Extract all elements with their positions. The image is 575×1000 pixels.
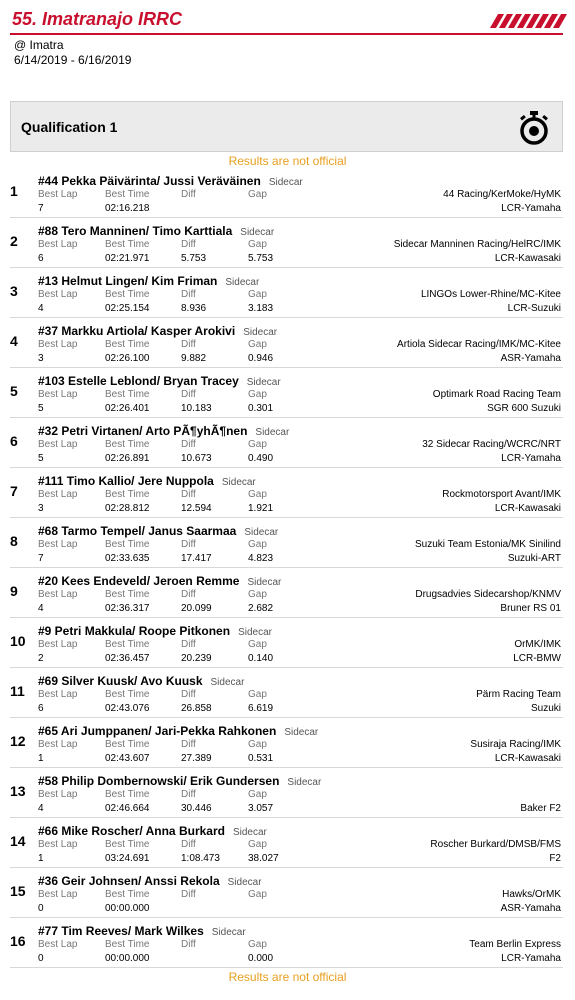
best-time-value: 02:21.971	[105, 253, 150, 264]
result-row	[10, 268, 563, 318]
diff-value: 9.882	[181, 353, 207, 364]
best-time-label: Best Time	[105, 839, 150, 850]
best-lap-value: 0	[38, 903, 44, 914]
best-time-label: Best Time	[105, 439, 150, 450]
diff-label: Diff	[181, 539, 196, 550]
best-lap-value: 4	[38, 803, 44, 814]
best-time-value: 02:16.218	[105, 203, 150, 214]
best-time-label: Best Time	[105, 939, 150, 950]
best-time-label: Best Time	[105, 289, 150, 300]
crew-line	[38, 322, 277, 340]
position: 5	[10, 383, 18, 399]
team-name: Sidecar Manninen Racing/HelRC/IMK	[393, 239, 561, 250]
best-time-label: Best Time	[105, 389, 150, 400]
bike-name: SGR 600 Suzuki	[487, 403, 561, 414]
bike-name: LCR-Yamaha	[501, 953, 561, 964]
gap-label: Gap	[248, 289, 267, 300]
crew-name: #13 Helmut Lingen/ Kim Friman	[38, 274, 218, 288]
diff-value: 5.753	[181, 253, 207, 264]
class-label: Sidecar	[246, 377, 281, 388]
bike-name: ASR-Yamaha	[500, 353, 561, 364]
team-name: LINGOs Lower-Rhine/MC-Kitee	[420, 289, 561, 300]
team-name: Susiraja Racing/IMK	[470, 739, 561, 750]
crew-line	[38, 472, 256, 490]
team-name: Team Berlin Express	[469, 939, 561, 950]
diff-label: Diff	[181, 739, 196, 750]
position: 9	[10, 583, 18, 599]
crew-name: #66 Mike Roscher/ Anna Burkard	[38, 824, 225, 838]
best-lap-label: Best Lap	[38, 539, 78, 550]
crew-name: #103 Estelle Leblond/ Bryan Tracey	[38, 374, 239, 388]
best-time-value: 00:00.000	[105, 953, 150, 964]
stopwatch-icon	[518, 111, 550, 145]
best-time-value: 02:28.812	[105, 503, 150, 514]
bike-name: LCR-Yamaha	[501, 203, 561, 214]
gap-value: 6.619	[248, 703, 274, 714]
crew-name: #77 Tim Reeves/ Mark Wilkes	[38, 924, 204, 938]
best-lap-label: Best Lap	[38, 789, 78, 800]
best-lap-label: Best Lap	[38, 489, 78, 500]
best-time-label: Best Time	[105, 789, 150, 800]
bike-name: ASR-Yamaha	[500, 903, 561, 914]
best-time-label: Best Time	[105, 339, 150, 350]
team-name: Pärm Racing Team	[476, 689, 561, 700]
bike-name: F2	[549, 853, 561, 864]
class-label: Sidecar	[238, 627, 272, 638]
crew-name: #32 Petri Virtanen/ Arto PÃ¶yhÃ¶nen	[38, 424, 248, 438]
team-name: 44 Racing/KerMoke/HyMK	[443, 189, 561, 200]
best-lap-value: 4	[38, 603, 44, 614]
crew-line	[38, 522, 278, 540]
gap-label: Gap	[248, 739, 267, 750]
position: 1	[10, 183, 18, 199]
gap-value: 0.531	[248, 753, 274, 764]
diff-value: 10.673	[181, 453, 212, 464]
class-label: Sidecar	[284, 727, 319, 738]
bike-name: LCR-Kawasaki	[494, 503, 561, 514]
crew-line	[38, 222, 274, 240]
event-dates: 6/14/2019 - 6/16/2019	[14, 53, 132, 67]
class-label: Sidecar	[227, 877, 262, 888]
results-list	[10, 168, 563, 968]
team-name: Drugsadvies Sidecarshop/KNMV	[415, 589, 561, 600]
team-name: Hawks/OrMK	[502, 889, 561, 900]
bike-name: LCR-Kawasaki	[494, 253, 561, 264]
best-time-label: Best Time	[105, 189, 150, 200]
position: 10	[10, 633, 26, 649]
diff-label: Diff	[181, 689, 196, 700]
diff-label: Diff	[181, 389, 196, 400]
page-header	[10, 8, 563, 35]
class-label: Sidecar	[268, 177, 303, 188]
crew-line	[38, 922, 246, 940]
position: 8	[10, 533, 18, 549]
crew-name: #65 Ari Jumppanen/ Jari-Pekka Rahkonen	[38, 724, 277, 738]
gap-label: Gap	[248, 689, 267, 700]
diff-label: Diff	[181, 839, 196, 850]
best-time-label: Best Time	[105, 239, 150, 250]
best-time-label: Best Time	[105, 689, 150, 700]
session-title: Qualification 1	[21, 119, 118, 135]
gap-label: Gap	[248, 839, 267, 850]
best-time-value: 02:26.891	[105, 453, 150, 464]
best-lap-label: Best Lap	[38, 239, 78, 250]
gap-label: Gap	[248, 639, 267, 650]
best-time-value: 02:43.607	[105, 753, 150, 764]
best-lap-label: Best Lap	[38, 689, 78, 700]
position: 2	[10, 233, 18, 249]
stripes-logo	[491, 14, 563, 28]
best-time-value: 02:43.076	[105, 703, 150, 714]
gap-value: 0.000	[248, 953, 274, 964]
team-name: Roscher Burkard/DMSB/FMS	[430, 839, 561, 850]
best-time-label: Best Time	[105, 739, 150, 750]
gap-label: Gap	[248, 489, 267, 500]
gap-value: 38.027	[248, 853, 279, 864]
gap-label: Gap	[248, 339, 267, 350]
best-lap-label: Best Lap	[38, 889, 78, 900]
gap-label: Gap	[248, 589, 267, 600]
best-lap-value: 6	[38, 253, 44, 264]
class-label: Sidecar	[211, 927, 246, 938]
position: 6	[10, 433, 18, 449]
best-time-value: 02:25.154	[105, 303, 150, 314]
team-name: Rockmotorsport Avant/IMK	[442, 489, 561, 500]
best-lap-label: Best Lap	[38, 289, 78, 300]
best-lap-label: Best Lap	[38, 939, 78, 950]
best-time-label: Best Time	[105, 539, 150, 550]
best-lap-label: Best Lap	[38, 639, 78, 650]
gap-label: Gap	[248, 939, 267, 950]
result-row	[10, 168, 563, 218]
best-lap-value: 1	[38, 753, 44, 764]
diff-label: Diff	[181, 339, 196, 350]
diff-value: 30.446	[181, 803, 212, 814]
gap-value: 2.682	[248, 603, 274, 614]
best-lap-value: 2	[38, 653, 44, 664]
diff-value: 26.858	[181, 703, 212, 714]
diff-label: Diff	[181, 639, 196, 650]
position: 11	[10, 683, 25, 699]
position: 7	[10, 483, 18, 499]
gap-value: 0.946	[248, 353, 274, 364]
result-row	[10, 668, 563, 718]
class-label: Sidecar	[255, 427, 290, 438]
result-row	[10, 918, 563, 968]
best-time-value: 02:36.457	[105, 653, 150, 664]
diff-value: 20.239	[181, 653, 212, 664]
result-row	[10, 868, 563, 918]
gap-label: Gap	[248, 789, 267, 800]
gap-label: Gap	[248, 539, 267, 550]
diff-value: 20.099	[181, 603, 212, 614]
class-label: Sidecar	[225, 277, 260, 288]
bike-name: Baker F2	[520, 803, 561, 814]
crew-line	[38, 722, 318, 740]
diff-label: Diff	[181, 889, 196, 900]
best-lap-value: 3	[38, 353, 44, 364]
crew-line	[38, 372, 281, 390]
gap-value: 0.301	[248, 403, 274, 414]
best-lap-label: Best Lap	[38, 339, 78, 350]
best-lap-value: 0	[38, 953, 44, 964]
diff-value: 10.183	[181, 403, 212, 414]
position: 3	[10, 283, 18, 299]
bike-name: LCR-Yamaha	[501, 453, 561, 464]
event-venue: @ Imatra	[14, 38, 64, 52]
diff-label: Diff	[181, 439, 196, 450]
gap-value: 0.140	[248, 653, 274, 664]
best-time-value: 02:26.100	[105, 353, 150, 364]
gap-label: Gap	[248, 389, 267, 400]
diff-value: 27.389	[181, 753, 212, 764]
crew-line	[38, 272, 259, 290]
result-row	[10, 568, 563, 618]
position: 14	[10, 833, 26, 849]
result-row	[10, 818, 563, 868]
diff-value: 17.417	[181, 553, 212, 564]
bike-name: Suzuki	[530, 703, 561, 714]
class-label: Sidecar	[221, 477, 256, 488]
crew-line	[38, 822, 267, 840]
bike-name: LCR-Suzuki	[507, 303, 561, 314]
best-time-value: 02:46.664	[105, 803, 150, 814]
class-label: Sidecar	[240, 227, 275, 238]
diff-value: 8.936	[181, 303, 207, 314]
gap-value: 5.753	[248, 253, 274, 264]
best-time-label: Best Time	[105, 589, 150, 600]
diff-label: Diff	[181, 239, 196, 250]
class-label: Sidecar	[247, 577, 282, 588]
crew-name: #68 Tarmo Tempel/ Janus Saarmaa	[38, 524, 237, 538]
best-lap-value: 6	[38, 703, 44, 714]
diff-value: 1:08.473	[181, 853, 220, 864]
team-name: 32 Sidecar Racing/WCRC/NRT	[422, 439, 561, 450]
diff-value: 12.594	[181, 503, 212, 514]
best-lap-value: 4	[38, 303, 44, 314]
best-lap-label: Best Lap	[38, 439, 78, 450]
class-label: Sidecar	[210, 677, 245, 688]
position: 16	[10, 933, 26, 949]
crew-line	[38, 572, 281, 590]
gap-value: 1.921	[248, 503, 274, 514]
result-row	[10, 518, 563, 568]
best-time-value: 03:24.691	[105, 853, 150, 864]
unofficial-notice-bottom: Results are not official	[228, 970, 347, 984]
diff-label: Diff	[181, 589, 196, 600]
gap-value: 4.823	[248, 553, 274, 564]
class-label: Sidecar	[244, 527, 279, 538]
crew-name: #9 Petri Makkula/ Roope Pitkonen	[38, 624, 231, 638]
position: 12	[10, 733, 26, 749]
gap-label: Gap	[248, 189, 267, 200]
gap-value: 3.183	[248, 303, 274, 314]
gap-label: Gap	[248, 439, 267, 450]
position: 13	[10, 783, 26, 799]
event-title: 55. Imatranajo IRRC	[12, 9, 183, 29]
diff-label: Diff	[181, 939, 196, 950]
crew-name: #44 Pekka Päivärinta/ Jussi Veräväinen	[38, 174, 261, 188]
result-row	[10, 318, 563, 368]
diff-label: Diff	[181, 189, 196, 200]
result-row	[10, 768, 563, 818]
crew-line	[38, 422, 289, 440]
bike-name: Suzuki-ART	[507, 553, 561, 564]
crew-name: #37 Markku Artiola/ Kasper Arokivi	[38, 324, 236, 338]
diff-label: Diff	[181, 789, 196, 800]
crew-line	[38, 672, 244, 690]
best-lap-label: Best Lap	[38, 389, 78, 400]
crew-name: #111 Timo Kallio/ Jere Nuppola	[38, 474, 214, 488]
result-row	[10, 368, 563, 418]
result-row	[10, 218, 563, 268]
best-time-label: Best Time	[105, 889, 150, 900]
diff-label: Diff	[181, 289, 196, 300]
best-lap-value: 5	[38, 403, 44, 414]
best-lap-label: Best Lap	[38, 739, 78, 750]
bike-name: LCR-BMW	[513, 653, 561, 664]
unofficial-notice-top: Results are not official	[228, 154, 347, 168]
best-lap-label: Best Lap	[38, 589, 78, 600]
crew-line	[38, 172, 303, 190]
crew-line	[38, 622, 272, 640]
crew-name: #88 Tero Manninen/ Timo Karttiala	[38, 224, 233, 238]
crew-line	[38, 772, 321, 790]
result-row	[10, 468, 563, 518]
session-panel	[10, 101, 563, 152]
best-lap-value: 5	[38, 453, 44, 464]
team-name: Optimark Road Racing Team	[432, 389, 561, 400]
best-time-value: 02:36.317	[105, 603, 150, 614]
crew-name: #69 Silver Kuusk/ Avo Kuusk	[38, 674, 203, 688]
crew-line	[38, 872, 262, 890]
best-lap-value: 7	[38, 553, 44, 564]
class-label: Sidecar	[243, 327, 278, 338]
result-row	[10, 418, 563, 468]
best-lap-label: Best Lap	[38, 839, 78, 850]
bike-name: Bruner RS 01	[500, 603, 561, 614]
gap-label: Gap	[248, 889, 267, 900]
bike-name: LCR-Kawasaki	[494, 753, 561, 764]
team-name: OrMK/IMK	[514, 639, 561, 650]
crew-name: #58 Philip Dombernowski/ Erik Gundersen	[38, 774, 280, 788]
position: 15	[10, 883, 26, 899]
result-row	[10, 618, 563, 668]
position: 4	[10, 333, 18, 349]
crew-name: #20 Kees Endeveld/ Jeroen Remme	[38, 574, 240, 588]
best-lap-value: 1	[38, 853, 44, 864]
best-time-value: 02:33.635	[105, 553, 150, 564]
gap-label: Gap	[248, 239, 267, 250]
gap-value: 3.057	[248, 803, 274, 814]
team-name: Artiola Sidecar Racing/IMK/MC-Kitee	[397, 339, 561, 350]
best-time-label: Best Time	[105, 489, 150, 500]
result-row	[10, 718, 563, 768]
team-name: Suzuki Team Estonia/MK Sinilind	[415, 539, 561, 550]
crew-name: #36 Geir Johnsen/ Anssi Rekola	[38, 874, 220, 888]
best-time-value: 00:00.000	[105, 903, 150, 914]
best-time-label: Best Time	[105, 639, 150, 650]
class-label: Sidecar	[232, 827, 267, 838]
class-label: Sidecar	[287, 777, 322, 788]
best-time-value: 02:26.401	[105, 403, 150, 414]
diff-label: Diff	[181, 489, 196, 500]
gap-value: 0.490	[248, 453, 274, 464]
best-lap-value: 7	[38, 203, 44, 214]
best-lap-value: 3	[38, 503, 44, 514]
best-lap-label: Best Lap	[38, 189, 78, 200]
